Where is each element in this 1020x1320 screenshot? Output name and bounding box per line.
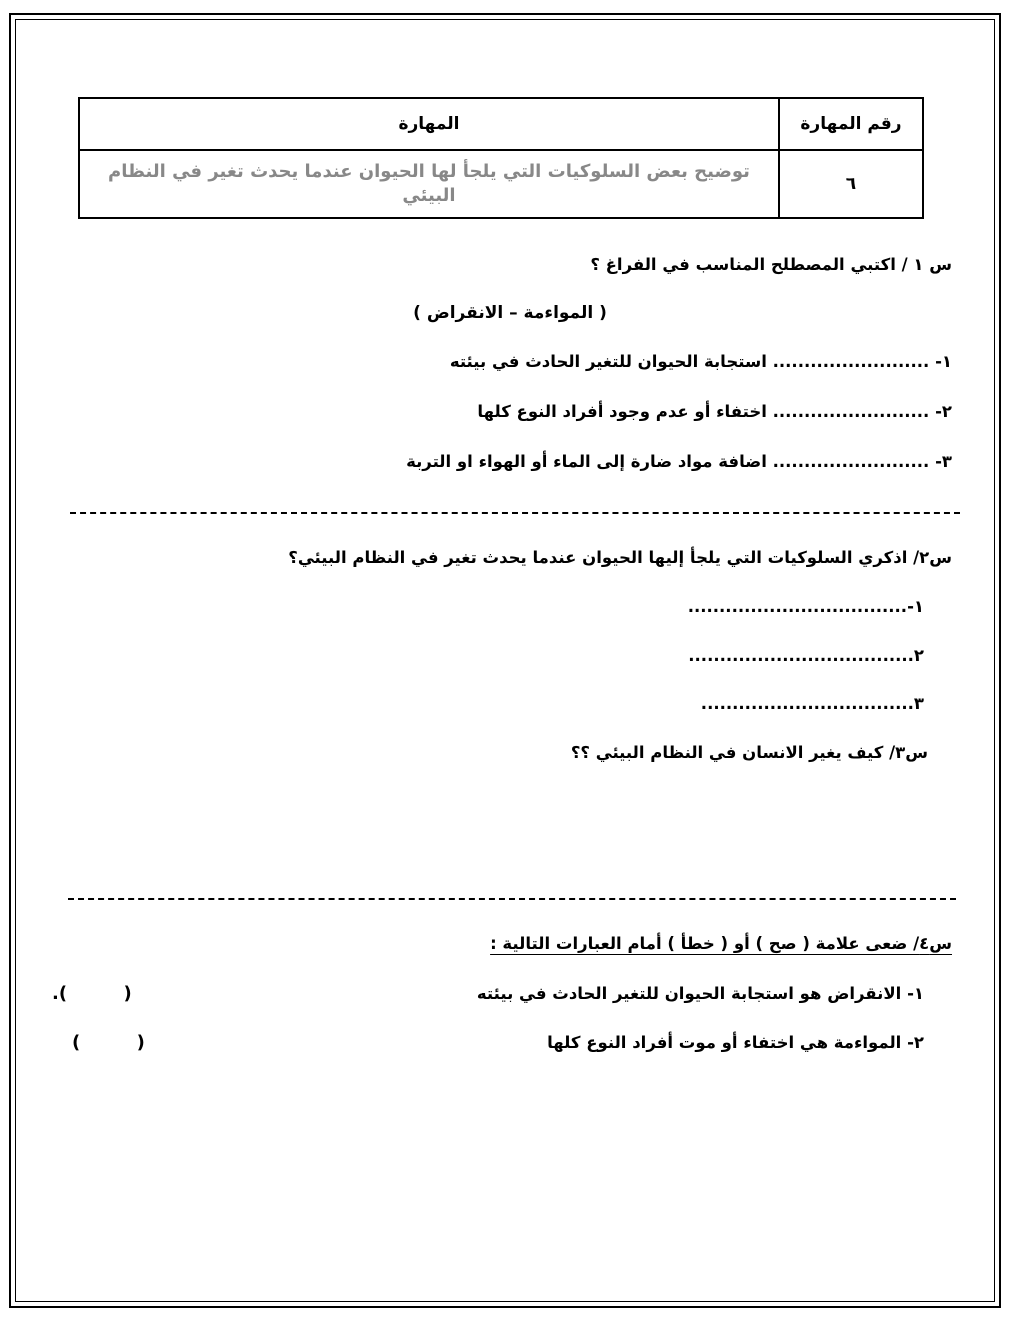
skill-table-row xyxy=(79,150,923,218)
q1-item-3: ٣- ......................... اضافة مواد ضارة إلى الماء أو الهواء او التربة xyxy=(406,452,952,471)
q4-item-1: ١- الانقراض هو استجابة الحيوان للتغير الحادث في بيئته xyxy=(476,984,924,1003)
q2-title: س٢/ اذكري السلوكيات التي يلجأ إليها الحيوان عندما يحدث تغير في النظام البيئي؟ xyxy=(288,548,952,567)
q4-answer-2[interactable]: ( ) xyxy=(72,1032,145,1053)
skill-table-header-row xyxy=(79,98,923,150)
section-divider-2 xyxy=(68,898,956,900)
skill-table xyxy=(78,97,924,219)
q4-item-2: ٢- المواءمة هي اختفاء أو موت أفراد النوع كلها xyxy=(547,1033,924,1052)
skill-number: ٦ xyxy=(779,150,923,218)
q1-item-2: ٢- ......................... اختفاء أو عدم وجود أفراد النوع كلها xyxy=(477,402,952,421)
q2-item-3: ٣.................................. xyxy=(700,694,924,713)
section-divider-1 xyxy=(70,512,960,514)
q3-title: س٣/ كيف يغير الانسان في النظام البيئي ؟؟ xyxy=(570,743,928,762)
q4-title: س٤/ ضعى علامة ( صح ) أو ( خطأ ) أمام العبارات التالية : xyxy=(490,934,952,953)
q1-title: س ١ / اكتبي المصطلح المناسب في الفراغ ؟ xyxy=(590,255,952,274)
q2-item-1: ١-................................... xyxy=(687,597,924,616)
q2-item-2: ٢.................................... xyxy=(688,646,924,665)
q1-options: ( المواءمة – الانقراض ) xyxy=(413,303,607,323)
q4-answer-1[interactable]: .( ) xyxy=(52,983,132,1004)
skill-description: توضيح بعض السلوكيات التي يلجأ لها الحيوان عندما يحدث تغير في النظام البيئي xyxy=(79,150,779,218)
header-skill-number: رقم المهارة xyxy=(779,98,923,150)
q1-item-1: ١- ......................... استجابة الحيوان للتغير الحادث في بيئته xyxy=(449,352,952,371)
header-skill: المهارة xyxy=(79,98,779,150)
